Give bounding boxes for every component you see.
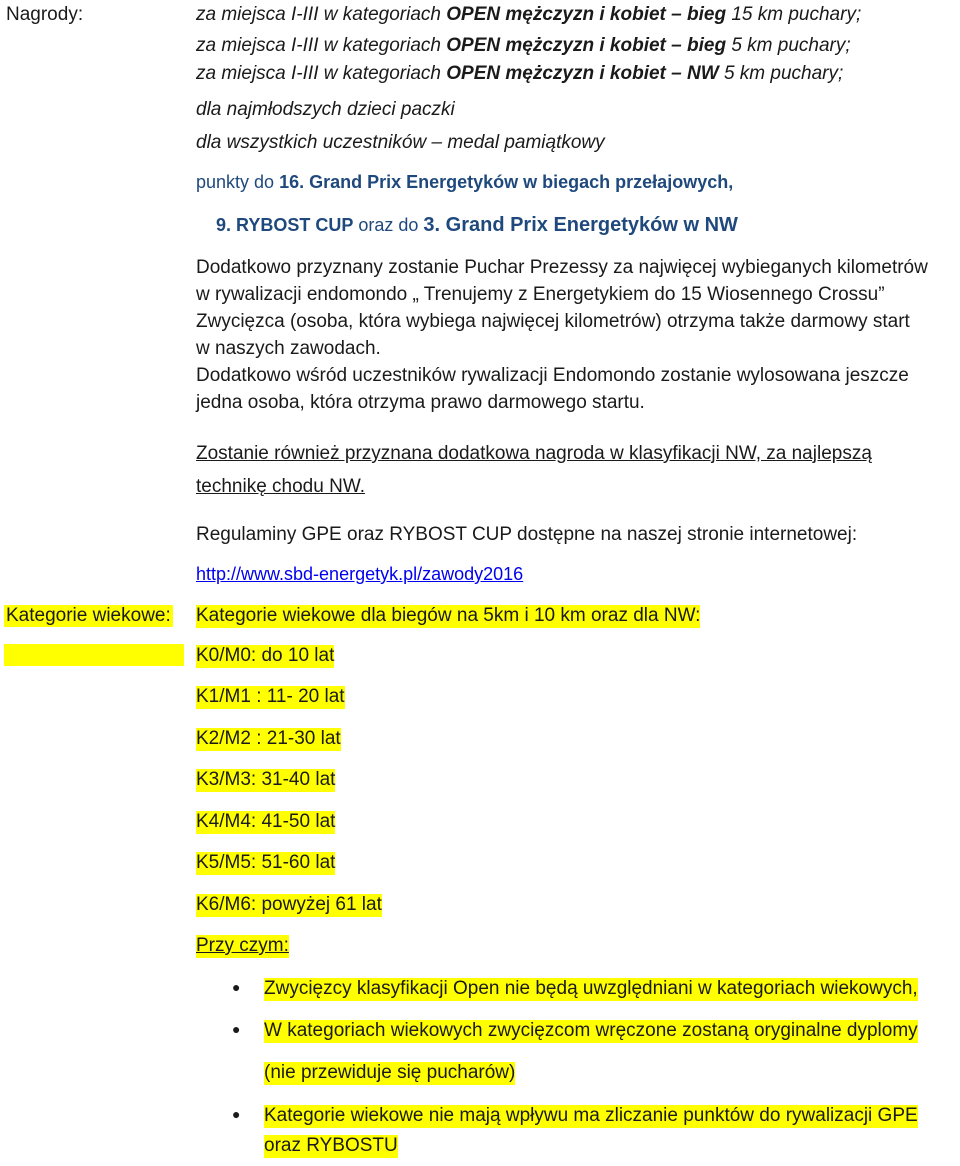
- regulations-text: Regulaminy GPE oraz RYBOST CUP dostępne na naszej stronie internetowej:: [196, 524, 858, 545]
- prizes-label: Nagrody:: [6, 4, 84, 25]
- note-item-continuation: (nie przewiduje się pucharów): [264, 1062, 516, 1083]
- highlight-bar: [4, 644, 184, 666]
- prize-line-3: [196, 63, 843, 85]
- prize-line-1: [196, 4, 861, 26]
- note-item: Kategorie wiekowe nie mają wpływu ma zliczanie punktów do rywalizacji GPE: [264, 1105, 918, 1126]
- prize-line-text: za miejsca I-III w kategoriach: [196, 35, 447, 56]
- note-item-continuation: oraz RYBOSTU: [264, 1135, 398, 1156]
- prize-line-2: [196, 35, 851, 57]
- prize-line-text: 5 km puchary;: [718, 63, 844, 84]
- prize-line-text: 5 km puchary;: [726, 35, 851, 56]
- bullet-dot-icon: ●: [232, 1106, 241, 1122]
- extra-para-line-2: w rywalizacji endomondo „ Trenujemy z Energetykiem do 15 Wiosennego Crossu”: [196, 284, 885, 305]
- nw-award-line-1: Zostanie również przyznana dodatkowa nagroda w klasyfikacji NW, za najlepszą: [196, 443, 872, 464]
- extra-para-line-1: Dodatkowo przyznany zostanie Puchar Prezessy za najwięcej wybieganych kilometrów: [196, 257, 928, 278]
- points-bold: 16. Grand Prix Energetyków w biegach przełajowych,: [279, 172, 734, 192]
- prize-line-text: za miejsca I-III w kategoriach: [196, 63, 447, 84]
- prize-line-text: 15 km puchary;: [726, 4, 862, 25]
- bullet-dot-icon: ●: [232, 979, 241, 995]
- kids-prize: dla najmłodszych dzieci paczki: [196, 99, 455, 120]
- note-label: Przy czym:: [196, 935, 289, 956]
- age-label: Kategorie wiekowe:: [6, 605, 171, 626]
- extra-para-line-3: Zwycięzca (osoba, która wybiega najwięcej kilometrów) otrzyma także darmowy start: [196, 311, 910, 332]
- points-text: punkty do: [196, 172, 280, 192]
- note-item: Zwycięzcy klasyfikacji Open nie będą uwzględniani w kategoriach wiekowych,: [264, 978, 918, 999]
- age-category: K2/M2 : 21-30 lat: [196, 728, 341, 749]
- age-category: K4/M4: 41-50 lat: [196, 811, 336, 832]
- rybost-line: [216, 214, 738, 237]
- prize-line-bold: OPEN mężczyzn i kobiet – bieg: [446, 35, 727, 56]
- points-line: [196, 172, 733, 193]
- age-category: K0/M0: do 10 lat: [196, 645, 335, 666]
- prize-line-bold: OPEN mężczyzn i kobiet – bieg: [446, 4, 727, 25]
- age-category: K1/M1 : 11- 20 lat: [196, 686, 345, 707]
- extra-para-line-5: Dodatkowo wśród uczestników rywalizacji Endomondo zostanie wylosowana jeszcze: [196, 365, 909, 386]
- extra-para-line-6: jedna osoba, która otrzyma prawo darmowego startu.: [196, 392, 645, 413]
- age-category: K5/M5: 51-60 lat: [196, 852, 336, 873]
- rybost-bold: 9. RYBOST CUP: [216, 215, 354, 235]
- nw-award-line-2: technikę chodu NW.: [196, 476, 365, 497]
- note-item: W kategoriach wiekowych zwycięzcom wręczone zostaną oryginalne dyplomy: [264, 1020, 918, 1041]
- rybost-mid: oraz do: [353, 215, 424, 235]
- regulations-link[interactable]: http://www.sbd-energetyk.pl/zawody2016: [196, 564, 524, 584]
- prize-line-text: za miejsca I-III w kategoriach: [196, 4, 447, 25]
- rybost-end: 3. Grand Prix Energetyków w NW: [423, 214, 738, 236]
- medal-prize: dla wszystkich uczestników – medal pamiątkowy: [196, 132, 605, 153]
- extra-para-line-4: w naszych zawodach.: [196, 338, 381, 359]
- age-category: K3/M3: 31-40 lat: [196, 769, 336, 790]
- age-heading: Kategorie wiekowe dla biegów na 5km i 10 km oraz dla NW:: [196, 605, 701, 626]
- age-category: K6/M6: powyżej 61 lat: [196, 894, 382, 915]
- bullet-dot-icon: ●: [232, 1021, 241, 1037]
- prize-line-bold: OPEN mężczyzn i kobiet – NW: [446, 63, 719, 84]
